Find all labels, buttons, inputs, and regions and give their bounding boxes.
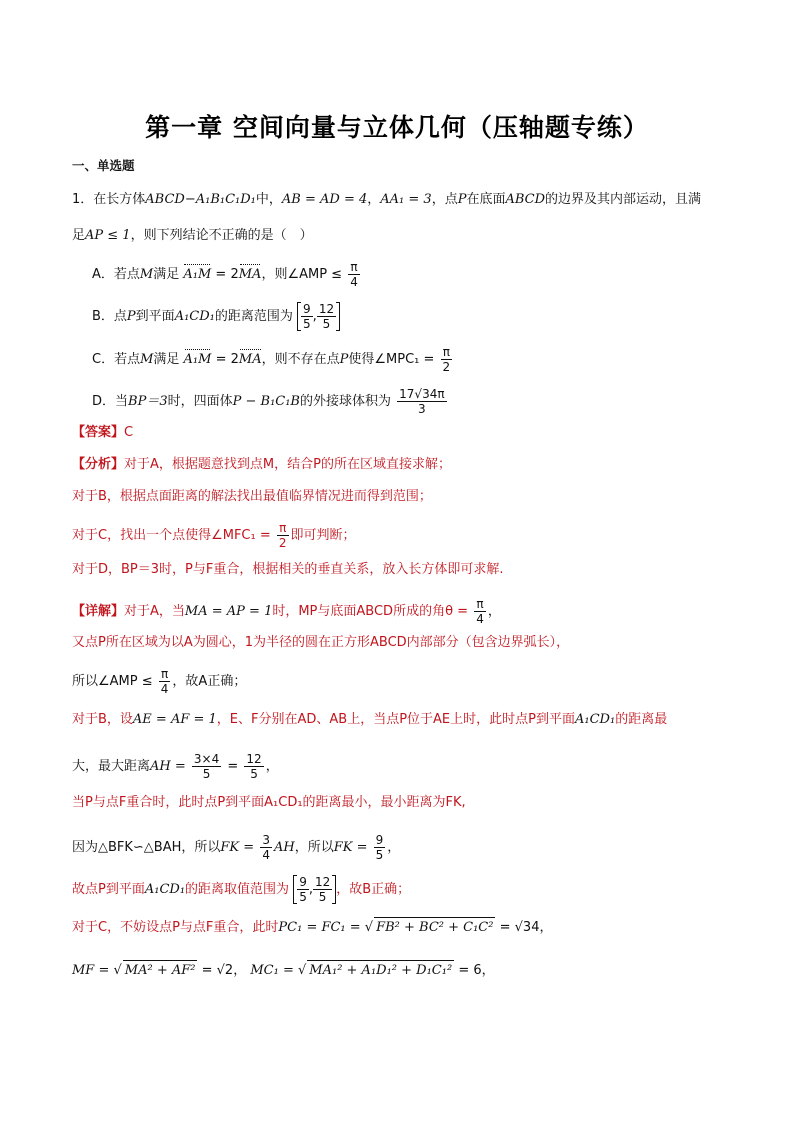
option-c-label: C．若点 bbox=[92, 352, 141, 367]
detail-text: 对于A，当 bbox=[124, 604, 185, 619]
question-line-1 bbox=[72, 190, 701, 210]
punct: ， bbox=[487, 604, 501, 619]
detail-text: 对于B，设 bbox=[72, 712, 133, 727]
option-a: A．若点M满足 A₁M = 2MA，则∠AMP ≤ $\frac{\pi}{4}$ bbox=[92, 260, 358, 289]
detail-formula: FK = bbox=[333, 840, 368, 855]
detail-text: 故点P到平面 bbox=[72, 882, 145, 897]
detail-formula: MA = AP = 1 bbox=[184, 604, 273, 619]
given-aa1: AA₁ = 3 bbox=[380, 192, 432, 207]
detail-formula: AH bbox=[273, 840, 295, 855]
question-text: 的边界及其内部运动，且满 bbox=[545, 192, 702, 207]
option-text: 满足 bbox=[153, 267, 180, 282]
punct: ， bbox=[481, 963, 495, 978]
point-m: M bbox=[139, 267, 154, 282]
option-a-label: A．若点 bbox=[92, 267, 140, 282]
question-text: 足 bbox=[72, 228, 86, 243]
detail-formula: FK = bbox=[220, 840, 255, 855]
sqrt-expression: MA₁² + A₁D₁² + D₁C₁² bbox=[307, 960, 454, 981]
option-b bbox=[92, 302, 340, 331]
detail-text: 的距离取值范围为 bbox=[185, 882, 290, 897]
detail-line-1 bbox=[72, 597, 501, 626]
page-title: 第一章 空间向量与立体几何（压轴题专练） bbox=[145, 113, 649, 142]
detail-line-4 bbox=[72, 710, 667, 730]
fraction-volume: $\frac{17√34\pi}{3}$ bbox=[399, 387, 445, 416]
option-b-label: B．点 bbox=[92, 309, 127, 324]
vector-ma: MA bbox=[239, 262, 262, 285]
option-c: C．若点M满足 A₁M = 2MA，则不存在点P使得∠MPC₁ = $\frac{\pi}{2}$ bbox=[92, 345, 451, 374]
question-text: 在底面 bbox=[466, 192, 506, 207]
option-text: 的外接球体积为 bbox=[300, 394, 392, 409]
punct: ， bbox=[387, 840, 401, 855]
question-text: ，点 bbox=[431, 192, 458, 207]
answer-line bbox=[72, 423, 133, 443]
cuboid-name: ABCD−A₁B₁C₁D₁ bbox=[145, 192, 256, 207]
fraction-3x4-5: $\frac{3\times 4}{5}$ bbox=[193, 752, 220, 781]
point-p: P bbox=[339, 352, 349, 367]
question-text: ，则下列结论不正确的是（ ） bbox=[130, 228, 313, 243]
vector-a1m: A₁M bbox=[183, 262, 211, 285]
analysis-line-1 bbox=[72, 455, 451, 475]
fraction-pi-4: $\frac{\pi}{4}$ bbox=[476, 597, 484, 626]
detail-text: 时，MP与底面ABCD所成的角θ = bbox=[272, 604, 469, 619]
option-d bbox=[92, 387, 449, 416]
interval-bracket: $\frac{9}{5}$ , $\frac{12}{5}$ bbox=[297, 302, 340, 331]
punct: ， bbox=[233, 963, 247, 978]
plane-a1cd1: A₁CD₁ bbox=[575, 712, 616, 727]
detail-text: ，E、F分别在AD、AB上，当点P位于AE上时，此时点P到平面 bbox=[216, 712, 575, 727]
detail-formula: PC₁ = FC₁ = bbox=[278, 920, 361, 935]
fraction-pi-4: $\frac{\pi}{4}$ bbox=[160, 667, 169, 696]
option-text: ，则∠AMP ≤ bbox=[261, 267, 343, 282]
detail-formula: MF = bbox=[72, 963, 110, 978]
detail-line-7 bbox=[72, 833, 400, 862]
analysis-label: 【分析】 bbox=[72, 457, 125, 472]
fraction-pi-4: $\frac{\pi}{4}$ bbox=[350, 260, 358, 289]
punct: ， bbox=[539, 920, 553, 935]
tetrahedron-name: P − B₁C₁B bbox=[232, 394, 300, 409]
analysis-line-2: 对于B，根据点面距离的解法找出最值临界情况进而得到范围； bbox=[72, 489, 432, 504]
plane-a1cd1: A₁CD₁ bbox=[144, 882, 186, 897]
fraction-12-5: $\frac{12}{5}$ bbox=[246, 752, 262, 781]
fraction-pi-2: $\frac{\pi}{2}$ bbox=[442, 345, 451, 374]
analysis-line-4: 对于D，BP＝3时，P与F重合，根据相关的垂直关系，放入长方体即可求解. bbox=[72, 562, 504, 577]
option-text: 满足 bbox=[153, 352, 180, 367]
plane-a1cd1: A₁CD₁ bbox=[174, 309, 215, 324]
detail-line-6: 当P与点F重合时，此时点P到平面A₁CD₁的距离最小，最小距离为FK, bbox=[72, 795, 466, 810]
detail-text: ，故A正确； bbox=[172, 674, 247, 689]
detail-text: ，所以 bbox=[294, 840, 334, 855]
condition-bp: BP＝3 bbox=[128, 394, 168, 409]
option-text: 的距离范围为 bbox=[214, 309, 293, 324]
sqrt-expression: FB² + BC² + C₁C² bbox=[374, 917, 495, 938]
detail-text: 大，最大距离 bbox=[72, 759, 151, 774]
detail-line-9: 对于C，不妨设点P与点F重合，此时PC₁ = FC₁ = √ FB² + BC² + C₁C² = √34， bbox=[72, 917, 552, 938]
interval-bracket: $\frac{9}{5}$ , $\frac{12}{5}$ bbox=[293, 875, 336, 904]
vector-a1m: A₁M bbox=[184, 347, 212, 370]
condition-ap: AP ≤ 1 bbox=[85, 228, 131, 243]
analysis-text: 即可判断； bbox=[290, 528, 356, 543]
detail-text: 所以∠AMP ≤ bbox=[72, 674, 153, 689]
detail-formula: = √34 bbox=[499, 920, 540, 935]
punct: ， bbox=[265, 759, 279, 774]
analysis-text: 对于A，根据题意找到点M，结合P的所在区域直接求解； bbox=[124, 457, 451, 472]
base-abcd: ABCD bbox=[505, 192, 546, 207]
detail-text: 对于C，不妨设点P与点F重合，此时 bbox=[72, 920, 279, 935]
fraction-3-4: $\frac{3}{4}$ bbox=[262, 833, 270, 862]
detail-line-8 bbox=[72, 875, 410, 904]
option-text: 到平面 bbox=[135, 309, 175, 324]
point-p: P bbox=[126, 309, 136, 324]
detail-line-10: MF = √ MA² + AF² = √2， MC₁ = √ MA₁² + A₁D₁² + D₁C₁² = 6， bbox=[72, 960, 495, 981]
option-d-label: D．当 bbox=[92, 394, 129, 409]
question-text: 中， bbox=[255, 192, 282, 207]
section-heading: 一、单选题 bbox=[72, 158, 135, 173]
option-text: 使得∠MPC₁ = bbox=[348, 352, 435, 367]
detail-line-3 bbox=[72, 667, 246, 696]
option-text: 时，四面体 bbox=[167, 394, 233, 409]
answer-label: 【答案】 bbox=[72, 425, 125, 440]
point-p: P bbox=[457, 192, 467, 207]
given-ab-ad: AB = AD = 4 bbox=[281, 192, 368, 207]
detail-formula: MC₁ = bbox=[250, 963, 294, 978]
vector-ma: MA bbox=[239, 347, 262, 370]
detail-text: ，故B正确； bbox=[336, 882, 411, 897]
detail-label: 【详解】 bbox=[72, 604, 125, 619]
detail-formula: AH = bbox=[150, 759, 186, 774]
option-text: ，则不存在点 bbox=[261, 352, 340, 367]
detail-formula: = 6 bbox=[458, 963, 482, 978]
question-line-2 bbox=[72, 226, 313, 246]
sqrt-expression: MA² + AF² bbox=[123, 960, 198, 981]
detail-formula: = √2 bbox=[201, 963, 234, 978]
detail-formula: AE = AF = 1 bbox=[132, 712, 217, 727]
punct: ， bbox=[367, 192, 381, 207]
question-text: 1．在长方体 bbox=[72, 192, 146, 207]
analysis-line-3 bbox=[72, 521, 356, 550]
analysis-text: 对于C，找出一个点使得∠MFC₁ = bbox=[72, 528, 271, 543]
detail-line-2: 又点P所在区域为以A为圆心，1为半径的圆在正方形ABCD内部部分（包含边界弧长）， bbox=[72, 635, 570, 650]
point-m: M bbox=[140, 352, 154, 367]
fraction-9-5: $\frac{9}{5}$ bbox=[375, 833, 384, 862]
fraction-pi-2: $\frac{\pi}{2}$ bbox=[278, 521, 287, 550]
detail-text: 的距离最 bbox=[615, 712, 668, 727]
answer-value: C bbox=[124, 425, 134, 440]
detail-line-5: 大，最大距离AH = $\frac{3\times 4}{5}$ = $\frac{12}{5}$ ， bbox=[72, 752, 279, 781]
detail-text: 因为△BFK∽△BAH，所以 bbox=[72, 840, 221, 855]
